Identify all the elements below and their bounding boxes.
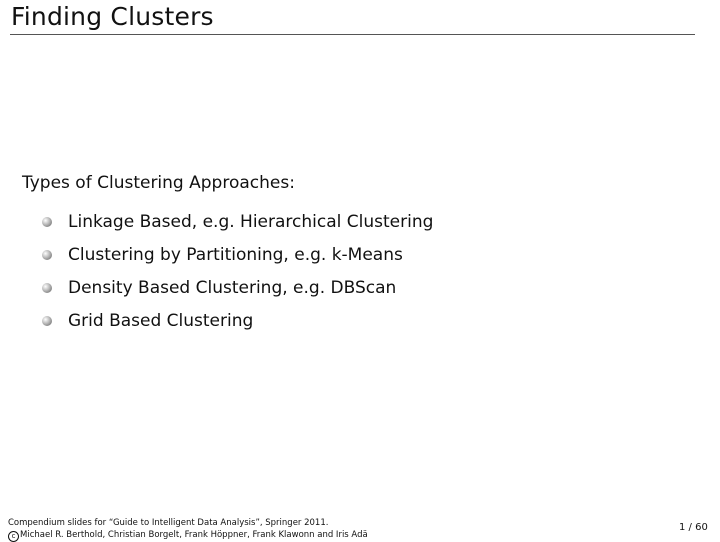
list-item-label: Clustering by Partitioning, e.g. k-Means <box>68 244 403 265</box>
list-item-label: Linkage Based, e.g. Hierarchical Clustering <box>68 211 434 232</box>
ball-bullet-icon <box>42 316 52 326</box>
footer <box>8 517 368 542</box>
list-item <box>40 238 433 271</box>
list-item <box>40 304 433 337</box>
ball-bullet-icon <box>42 283 52 293</box>
ball-bullet-icon <box>42 250 52 260</box>
slide-title: Finding Clusters <box>11 2 214 31</box>
footer-authors: Michael R. Berthold, Christian Borgelt, Frank Höppner, Frank Klawonn and Iris Adä <box>20 530 368 540</box>
ball-bullet-icon <box>42 217 52 227</box>
list-item-label: Grid Based Clustering <box>68 310 254 331</box>
page-number: 1 / 60 <box>679 522 708 533</box>
list-item <box>40 205 433 238</box>
copyright-icon: c <box>8 531 19 542</box>
footer-line-1: Compendium slides for “Guide to Intelligent Data Analysis”, Springer 2011. <box>8 518 329 528</box>
intro-text: Types of Clustering Approaches: <box>22 173 295 193</box>
list-item <box>40 271 433 304</box>
list-item-label: Density Based Clustering, e.g. DBScan <box>68 277 397 298</box>
bullet-list <box>40 205 433 337</box>
title-rule <box>10 34 695 35</box>
footer-line-2 <box>8 529 368 542</box>
